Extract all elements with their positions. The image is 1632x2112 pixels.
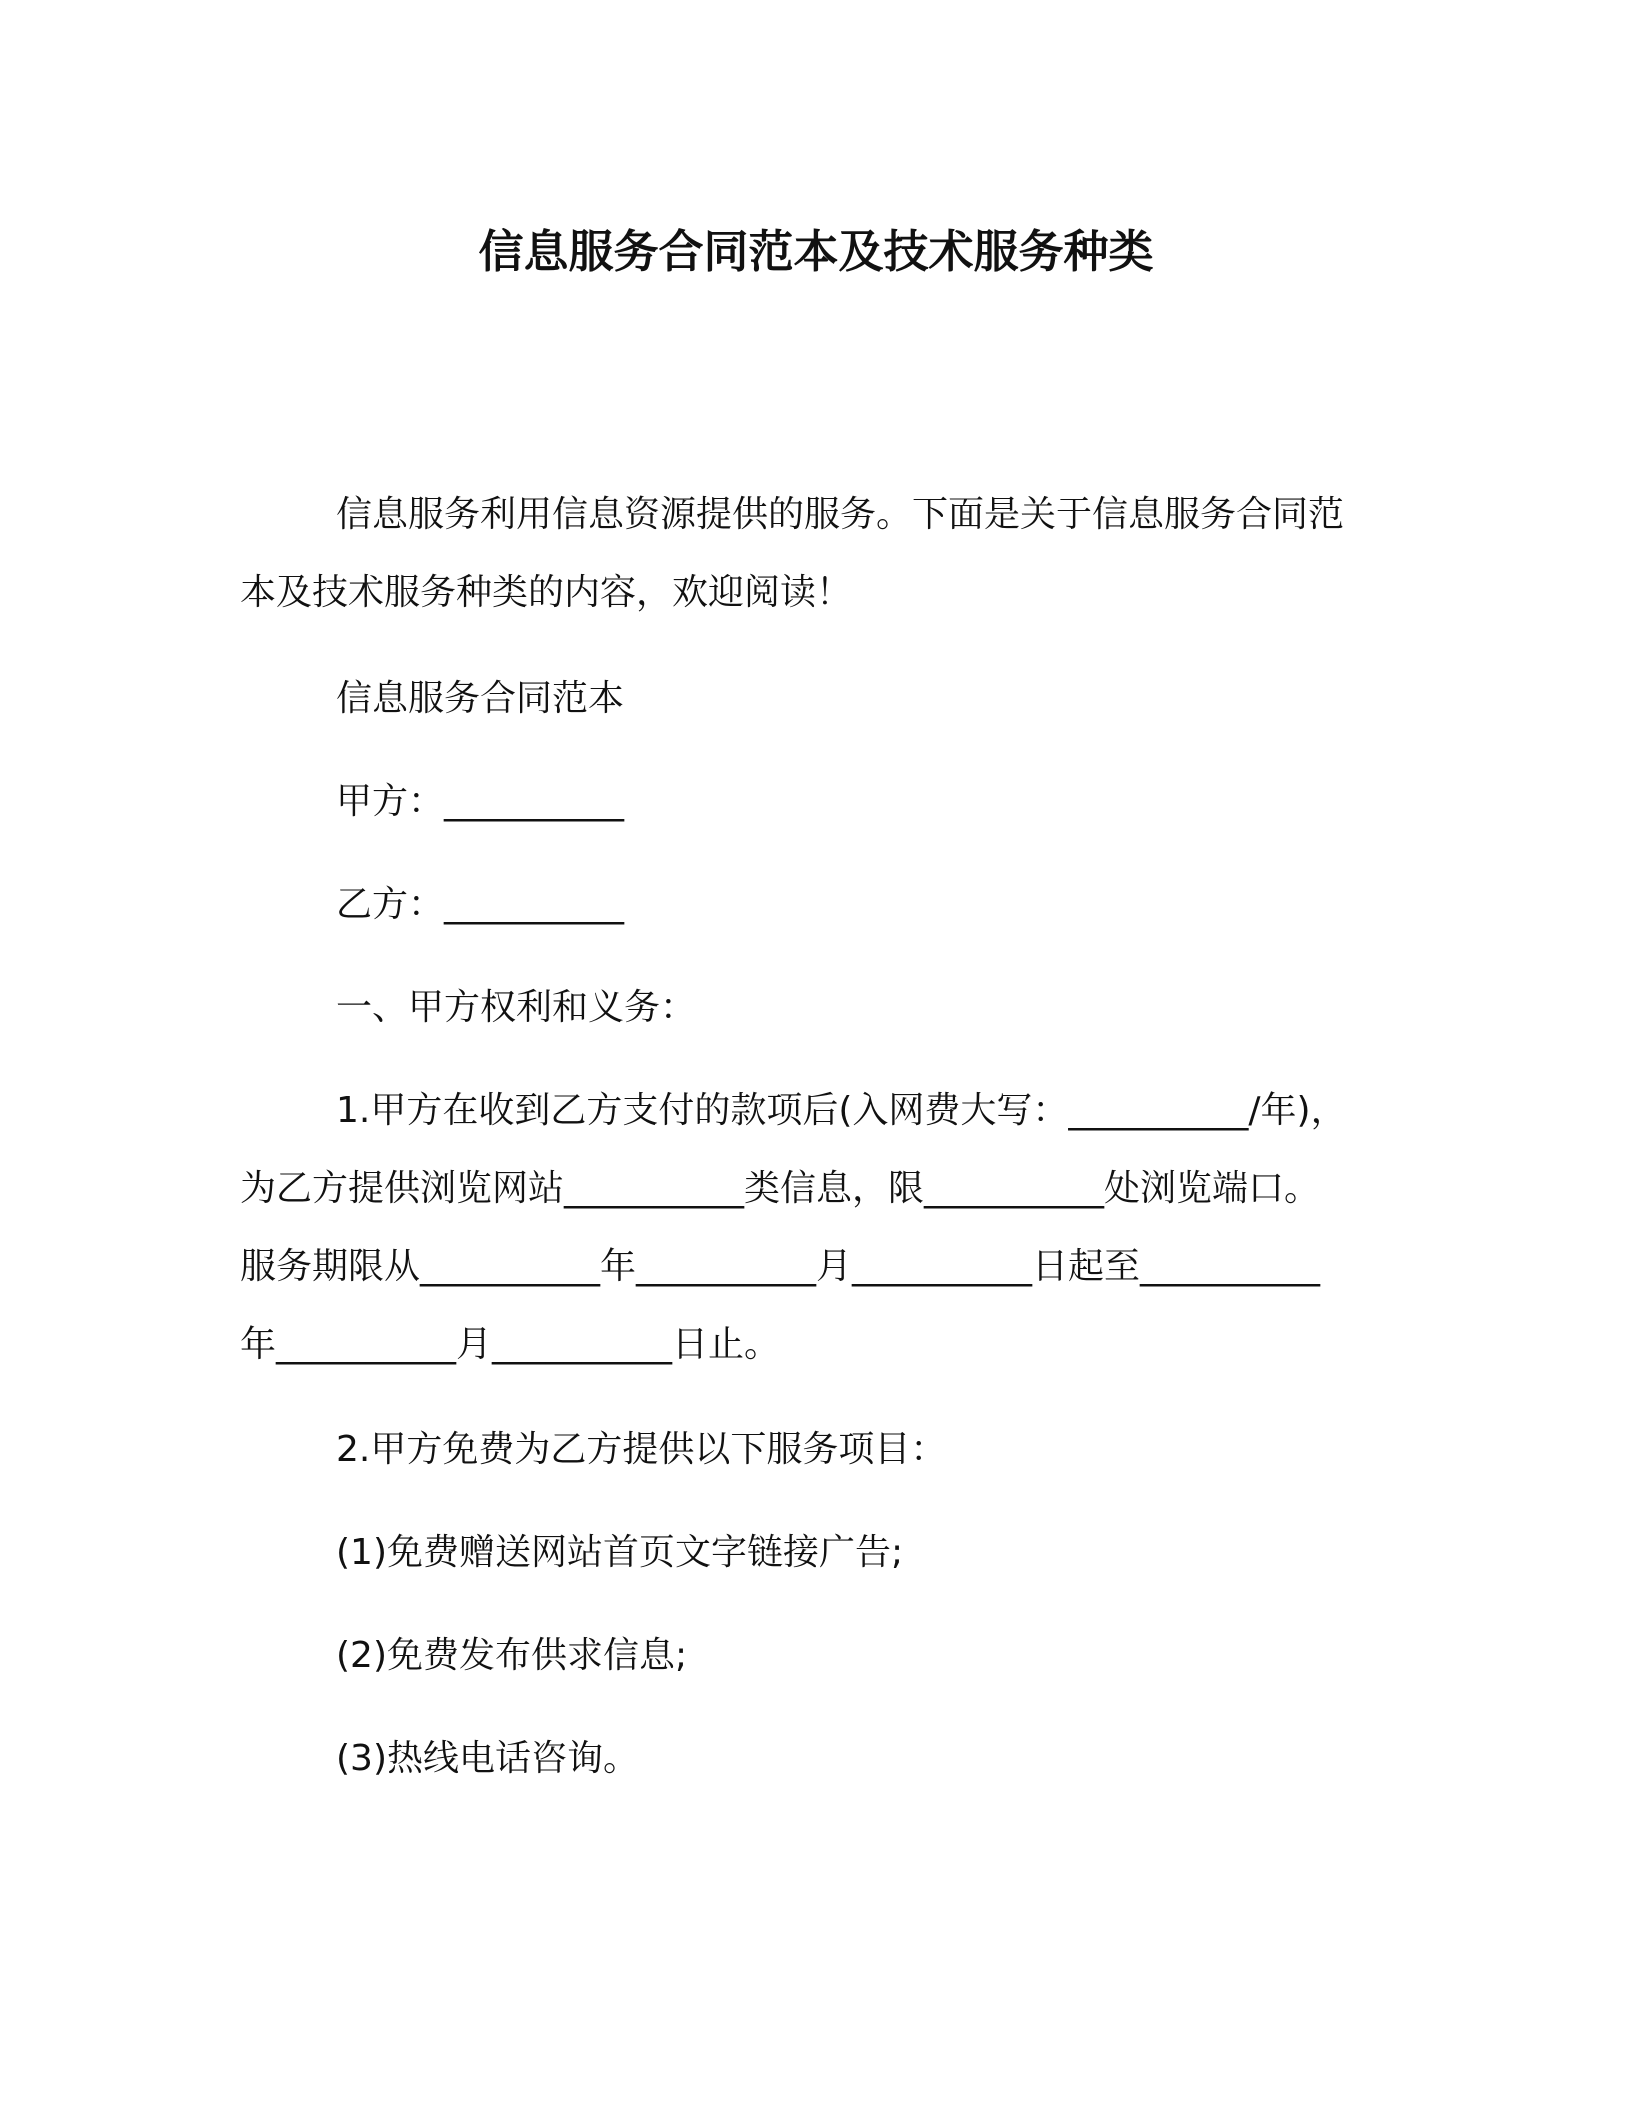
party-a-field: [240, 763, 1400, 841]
service-item-2: (2)免费发布供求信息;: [336, 1635, 688, 1676]
contract-subtitle-text: 信息服务合同范本: [336, 678, 625, 719]
service-item: [240, 1617, 1400, 1695]
clause-1-line-4: 年__________月__________日止。: [240, 1324, 781, 1365]
party-a-text: 甲方：__________: [336, 781, 625, 822]
clause-2-text: 2.甲方免费为乙方提供以下服务项目：: [336, 1429, 947, 1470]
clause-2-paragraph: [240, 1411, 1400, 1489]
document-title: 信息服务合同范本及技术服务种类: [478, 225, 1154, 278]
intro-paragraph: [240, 476, 1400, 632]
party-b-field: [240, 866, 1400, 944]
service-item: [240, 1720, 1400, 1798]
clause-1-paragraph: [240, 1072, 1400, 1384]
clause-1-line-2: 为乙方提供浏览网站__________类信息，限__________处浏览端口。: [240, 1168, 1321, 1209]
service-item-3: (3)热线电话咨询。: [336, 1738, 639, 1779]
section-1-heading: [240, 969, 1400, 1047]
intro-line-1: 信息服务利用信息资源提供的服务。下面是关于信息服务合同范: [336, 494, 1345, 535]
section-1-heading-text: 一、甲方权利和义务：: [336, 987, 697, 1028]
party-b-text: 乙方：__________: [336, 884, 625, 925]
clause-1-line-1: 1.甲方在收到乙方支付的款项后(入网费大写：__________/年)，: [336, 1090, 1347, 1131]
intro-line-2: 本及技术服务种类的内容，欢迎阅读！: [240, 572, 853, 613]
contract-subtitle: [240, 660, 1400, 738]
service-item: [240, 1514, 1400, 1592]
service-item-1: (1)免费赠送网站首页文字链接广告;: [336, 1532, 904, 1573]
clause-1-line-3: 服务期限从__________年__________月__________日起至__________: [240, 1246, 1321, 1287]
